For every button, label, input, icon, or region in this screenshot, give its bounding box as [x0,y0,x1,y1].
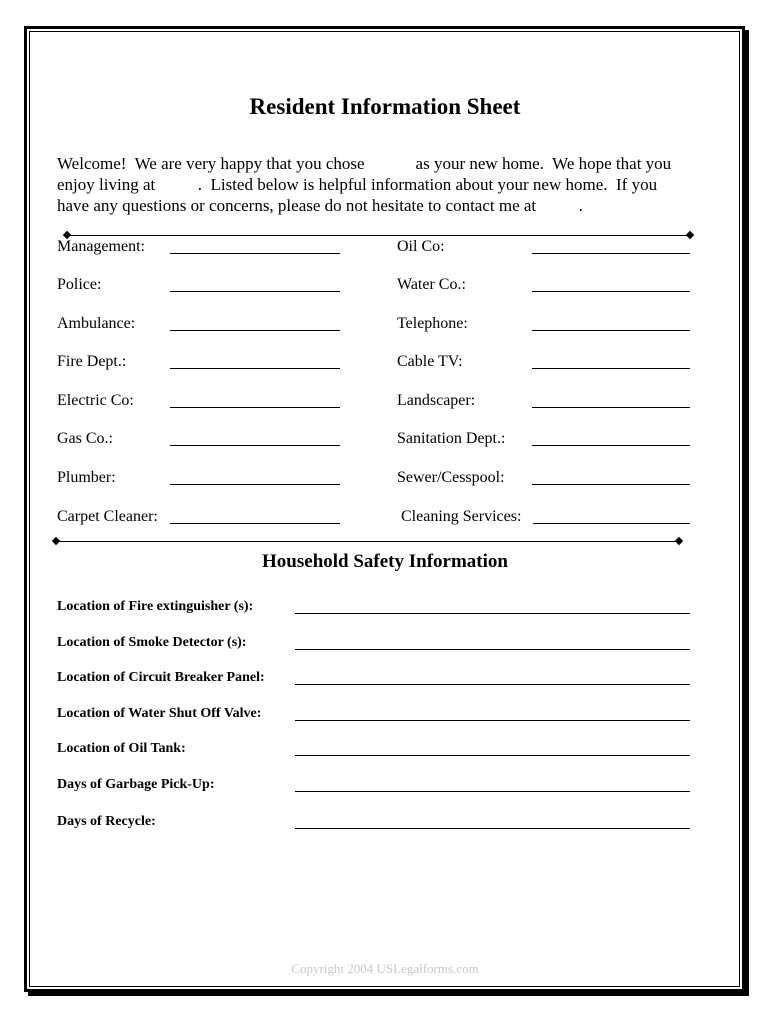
telephone-field[interactable] [532,330,690,331]
contact-label-ambulance: Ambulance: [57,315,136,332]
page-shadow-bottom [28,992,749,996]
safety-label-fire-extinguisher: Location of Fire extinguisher (s): [57,599,254,614]
safety-label-recycle: Days of Recycle: [57,814,156,829]
sanitation-dept-field[interactable] [532,445,690,446]
police-field[interactable] [170,291,340,292]
contact-label-landscaper: Landscaper: [397,392,476,409]
page-shadow-right [745,30,749,996]
contact-label-sanitation-dept: Sanitation Dept.: [397,430,506,447]
intro-line: have any questions or concerns, please do not hesitate to contact me at . [57,196,583,215]
carpet-cleaner-field[interactable] [170,523,340,524]
contact-label-electric-co: Electric Co: [57,392,134,409]
safety-label-garbage-pickup: Days of Garbage Pick-Up: [57,777,215,792]
cable-tv-field[interactable] [532,368,690,369]
contact-label-police: Police: [57,276,102,293]
divider-middle [57,541,679,542]
garbage-pickup-field[interactable] [295,791,690,792]
contact-label-fire-dept: Fire Dept.: [57,353,127,370]
gas-co-field[interactable] [170,445,340,446]
sewer-cesspool-field[interactable] [532,484,690,485]
contact-label-water-co: Water Co.: [397,276,466,293]
copyright-watermark: Copyright 2004 USLegalforms.com [291,961,479,976]
electric-co-field[interactable] [170,407,340,408]
intro-line: Welcome! We are very happy that you chose as your new home. We hope that you [57,154,672,173]
landscaper-field[interactable] [532,407,690,408]
fire-extinguisher-field[interactable] [295,613,690,614]
contact-label-telephone: Telephone: [397,315,468,332]
contact-label-cable-tv: Cable TV: [397,353,463,370]
contact-label-sewer-cesspool: Sewer/Cesspool: [397,469,505,486]
safety-label-oil-tank: Location of Oil Tank: [57,741,186,756]
safety-label-smoke-detector: Location of Smoke Detector (s): [57,635,247,650]
safety-label-circuit-breaker: Location of Circuit Breaker Panel: [57,670,265,685]
oil-tank-field[interactable] [295,755,690,756]
management-field[interactable] [170,253,340,254]
page-title: Resident Information Sheet [249,94,521,119]
ambulance-field[interactable] [170,330,340,331]
contact-label-plumber: Plumber: [57,469,116,486]
smoke-detector-field[interactable] [295,649,690,650]
contact-label-gas-co: Gas Co.: [57,430,113,447]
intro-paragraph [57,153,717,216]
intro-line: enjoy living at . Listed below is helpful information about your new home. If you [57,175,658,194]
safety-label-water-shutoff: Location of Water Shut Off Valve: [57,706,262,721]
recycle-field[interactable] [295,828,690,829]
contact-label-management: Management: [57,238,145,255]
contact-label-oil-co: Oil Co: [397,238,445,255]
divider-top [68,235,690,236]
water-co-field[interactable] [532,291,690,292]
contact-label-carpet-cleaner: Carpet Cleaner: [57,508,158,525]
plumber-field[interactable] [170,484,340,485]
contact-label-cleaning-services: Cleaning Services: [401,508,522,525]
safety-section-title: Household Safety Information [262,551,508,572]
oil-co-field[interactable] [532,253,690,254]
water-shutoff-field[interactable] [295,720,690,721]
fire-dept-field[interactable] [170,368,340,369]
cleaning-services-field[interactable] [533,523,690,524]
circuit-breaker-field[interactable] [295,684,690,685]
